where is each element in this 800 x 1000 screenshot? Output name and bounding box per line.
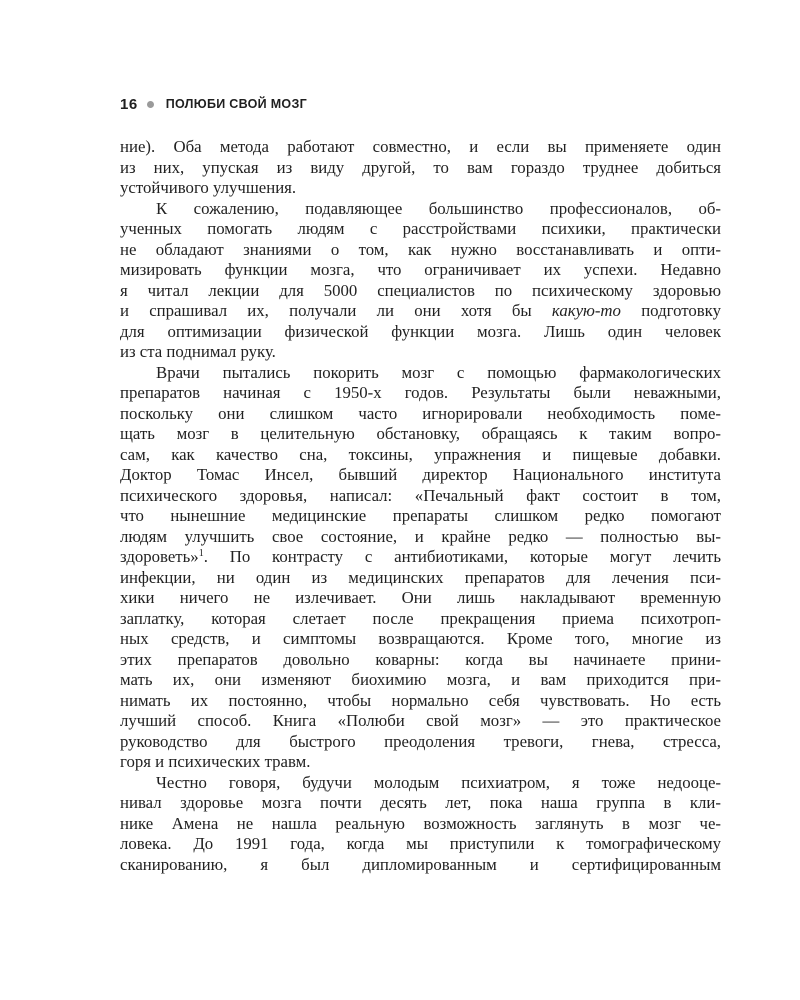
text-line: мать их, они изменяют биохимию мозга, и вам приходится при- (120, 670, 721, 689)
text-line: ловека. До 1991 года, когда мы приступили к томографическому (120, 834, 721, 853)
text-line: нимать их постоянно, чтобы нормально себя чувствовать. Но есть (120, 690, 721, 710)
text-line: ние). Оба метода работают совместно, и если вы применяете один (120, 137, 721, 156)
paragraph (120, 773, 721, 876)
running-title: ПОЛЮБИ СВОЙ МОЗГ (165, 97, 307, 111)
text-line: лучший способ. Книга «Полюби свой мозг» — это практическое (120, 711, 721, 730)
text-line: нике Амена не нашла реальную возможность заглянуть в мозг че- (120, 813, 721, 833)
text-line: этих препаратов довольно коварны: когда вы начинаете прини- (120, 649, 721, 669)
text-line: горя и психических травм. (120, 752, 311, 771)
text-line: щать мозг в целительную обстановку, обращаясь к таким вопро- (120, 424, 721, 443)
page-number: 16 (120, 95, 138, 113)
text-line: людям улучшить свое состояние, и крайне редко — полностью вы- (120, 526, 721, 546)
text-line: из них, упуская из виду другой, то вам гораздо труднее добиться (120, 157, 721, 177)
text-line: устойчивого улучшения. (120, 178, 297, 197)
text-line: хики ничего не излечивает. Они лишь накладывают временную (120, 588, 721, 607)
text-line: нивал здоровье мозга почти десять лет, пока наша группа в кли- (120, 793, 721, 812)
emphasis: какую-то (551, 301, 621, 320)
body-text (120, 137, 721, 875)
paragraph (120, 137, 721, 199)
text-line: для оптимизации физической функции мозга. Лишь один человек (120, 321, 721, 341)
text-line: руководство для быстрого преодоления тревоги, гнева, стресса, (120, 731, 721, 751)
paragraph (120, 199, 721, 363)
text-line: инфекции, ни один из медицинских препаратов для лечения пси- (120, 567, 721, 587)
text-line: и спрашивал их, получали ли они хотя бы какую-то подготовку (120, 301, 721, 320)
text-line: мизировать функции мозга, что ограничивает их успехи. Недавно (120, 260, 721, 279)
text-line: сам, как качество сна, токсины, упражнения и пищевые добавки. (120, 444, 721, 464)
text-line: не обладают знаниями о том, как нужно восстанавливать и опти- (120, 239, 721, 259)
bullet-separator-icon (147, 101, 154, 108)
text-line: ученных помогать людям с расстройствами психики, практически (120, 219, 721, 238)
text-line: психического здоровья, написал: «Печальный факт состоит в том, (120, 485, 721, 505)
text-line: Врачи пытались покорить мозг с помощью фармакологических (156, 362, 721, 382)
text-line: здороветь»$^1$. По контрасту с антибиотиками, которые могут лечить (120, 547, 721, 566)
text-line: К сожалению, подавляющее большинство профессионалов, об- (156, 198, 721, 218)
running-header (120, 94, 307, 114)
text-line: препаратов начиная с 1950-х годов. Результаты были неважными, (120, 383, 721, 402)
text-line: из ста поднимал руку. (120, 342, 276, 361)
footnote-marker: 1 (198, 548, 204, 559)
text-line: поскольку они слишком часто игнорировали необходимость поме- (120, 403, 721, 423)
text-line: Доктор Томас Инсел, бывший директор Национального института (120, 465, 721, 484)
text-line: сканированию, я был дипломированным и сертифицированным (120, 854, 721, 874)
text-line: что нынешние медицинские препараты слишком редко помогают (120, 506, 721, 525)
text-line: Честно говоря, будучи молодым психиатром, я тоже недооце- (156, 772, 721, 792)
text-line: я читал лекции для 5000 специалистов по психическому здоровью (120, 280, 721, 300)
text-line: заплатку, которая слетает после прекращения приема психотроп- (120, 608, 721, 628)
paragraph (120, 363, 721, 773)
text-line: ных средств, и симптомы возвращаются. Кроме того, многие из (120, 629, 721, 648)
